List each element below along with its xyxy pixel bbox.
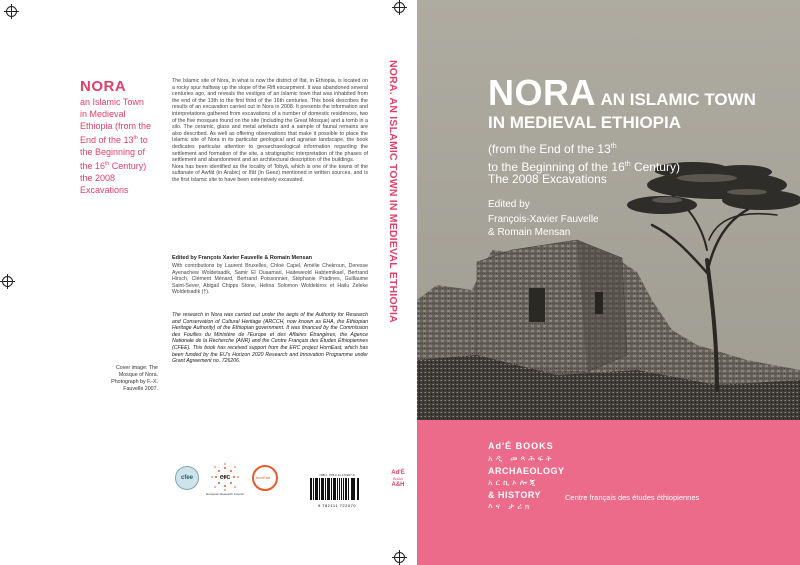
barcode-digits: 9 782111 722070	[317, 503, 357, 508]
front-edited-by: Edited by	[488, 199, 530, 210]
barcode-bar	[323, 478, 324, 500]
blurb-paragraph-1: The Islamic site of Nora, in what is now the district of Ifat, in Ethiopia, is located on a rocky spur halfway up the slope of the Rift escarpment. It was abandoned several centuries ago, and reveals the vestiges of an Islamic town that was inhabited from the end of the 13th to the first third of the 16th centuries. This book describes the results of an excavation carried out in Nora in 2008. It presents the information and interpretations gathered from excavations of a number of domestic residences, two of the five mosques found on the site (including the Great Mosque) and a tomb in a silo. The ceramic, glass and metal artefacts and a sample of faunal remains are also described. As well as offering observations that make it possible to place the Islamic site of Nora in its particular geological and agrarian landscape, the book dedicates particular attention to geoarchaeological information regarding the settlement and formation of the site, a stratigraphic interpretation of the phases of settlement and abandonment and an architectural description of the buildings.	[172, 78, 368, 164]
publisher-ethiopic-3: እና ታሪክ	[488, 502, 533, 511]
front-title: NORA AN ISLAMIC TOWN	[488, 72, 756, 113]
barcode-bar	[343, 478, 344, 500]
barcode-bar	[325, 478, 326, 500]
cfee-logo: cfee	[175, 466, 199, 490]
barcode-bars	[310, 478, 364, 500]
barcode-bar	[337, 478, 338, 500]
barcode-bar	[313, 478, 314, 500]
publisher-archaeology: ARCHAEOLOGY	[488, 466, 565, 476]
back-research-note: The research in Nora was carried out under the aegis of the Authority for Research and Conservation of Cultural Heritage (ARCCH, now known as EHA, the Ethiopian Heritage Authority) of the Ethiopian government. It was financed by the Commission des Fouilles du Ministère de l'Europe et des Affaires Étrangères, the Agence Nationale de la Recherche (ANR) and the Centre Français des Études Éthiopiennes (CFEE). This book has received support from the ERC project HornEast, which has been funded by the EU's Horizon 2020 Research and Innovation Programme under Grant Agreement no. 726206.	[172, 312, 368, 365]
front-editors: François-Xavier Fauvelle & Romain Mensan	[488, 214, 599, 238]
front-excavations: The 2008 Excavations	[488, 172, 607, 186]
barcode-bar	[353, 478, 355, 500]
barcode-bar	[331, 478, 332, 500]
publisher-ethiopic-2: አርኪኦሎጂ	[488, 478, 539, 487]
barcode-bar	[319, 478, 320, 500]
back-contributions: With contributions by Laurent Bruxelles, Chloé Capel, Amélie Chekroun, Deresse Ayenachew Woldetsadik, Samir El Ouaamari, Haiteweold Habtemikael, Bertrand Hirsch, Clément Ménard, Bertrand Poissonnier, Stéphanie Pradines, Guillaume Saint-Sever, Abigail Chipps Stone, Helina Solomon Woldekiros et Hailu Zeleke Woldetsadik (†).	[172, 263, 368, 295]
cover-image-credit: Cover image: The Mosque of Nora. Photograph by F.-X. Fauvelle 2007.	[111, 365, 158, 392]
barcode-bar	[334, 478, 335, 500]
barcode-bar	[348, 478, 349, 500]
barcode-bar	[316, 478, 318, 500]
publisher-ethiopic-1: አዲ መጻሕፍት	[488, 454, 555, 463]
mosque-photograph	[417, 0, 800, 420]
erc-logo-icon	[210, 462, 240, 492]
barcode-bar	[358, 478, 359, 500]
publisher-ade-books: Ad'É BOOKS	[488, 441, 554, 451]
registration-mark-top-left	[6, 6, 17, 17]
front-period: (from the End of the 13th to the Beginning of the 16th Century)	[488, 142, 680, 174]
barcode-bar	[352, 478, 353, 500]
barcode-bar	[328, 478, 330, 500]
back-blurb	[172, 78, 368, 184]
blurb-paragraph-2: Nora has been identified as the locality of Tobyā, which is one of the towns of the sultanate of Awfāt (in Arabic) or Ifāt (in Geez) mentioned in written sources, and is the first Islamic site to have been extensively excavated.	[172, 163, 368, 183]
barcode-bar	[341, 478, 342, 500]
back-title: NORA	[80, 78, 127, 95]
publisher-history: & HISTORY	[488, 490, 542, 500]
svg-text:erc: erc	[219, 474, 231, 481]
barcode	[308, 473, 366, 503]
barcode-bar	[346, 478, 347, 500]
spine-publisher: Ad'É Books A&H	[391, 470, 405, 488]
front-title-line-2: IN MEDIEVAL ETHIOPIA	[488, 113, 682, 132]
erc-logo-caption: European Research Council	[206, 492, 244, 496]
barcode-bar	[311, 478, 312, 500]
horneast-logo-text: HornEast	[255, 476, 271, 480]
back-subtitle: an Islamic Town in Medieval Ethiopia (from the End of the 13th to the Beginning of the 16th Century) the 2008 Excavations	[80, 97, 152, 195]
registration-mark-left	[2, 276, 13, 287]
isbn-label: ISBN : 978-2-11-172207-0	[319, 473, 355, 477]
back-edited-by: Edited by François Xavier Fauvelle & Romain Mensan	[172, 255, 312, 261]
publisher-centre: Centre français des études éthiopiennes	[565, 493, 700, 502]
